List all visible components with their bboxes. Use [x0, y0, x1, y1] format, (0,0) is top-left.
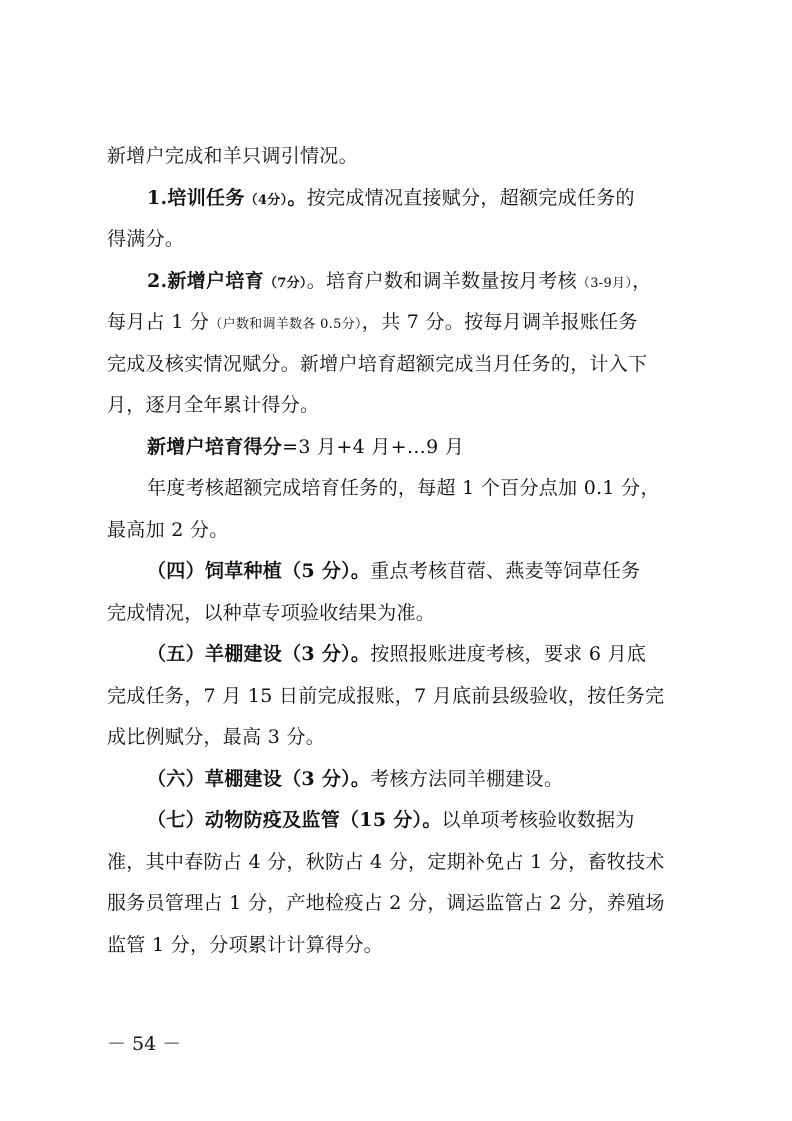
paragraph-line [107, 593, 697, 635]
paragraph-line [107, 676, 697, 718]
text: 完成情况，以种草专项验收结果为准。 [107, 601, 436, 624]
paragraph-line [107, 178, 697, 220]
text: 按完成情况直接赋分，超额完成任务的 [306, 186, 635, 209]
score-note: （4分） [244, 192, 288, 208]
paragraph-line [107, 302, 697, 344]
score-note: （7分） [263, 275, 307, 291]
paragraph-line [107, 427, 697, 469]
section-title: 2.新增户培育 [147, 269, 264, 292]
paragraph-line [107, 883, 697, 925]
paragraph-line [107, 510, 697, 552]
section-title: 1.培训任务 [147, 186, 245, 209]
formula-title: 新增户培育得分 [147, 435, 283, 458]
paragraph-line [107, 842, 697, 884]
paragraph-line [107, 800, 697, 842]
paragraph-line [107, 717, 697, 759]
paragraph-line [107, 261, 697, 303]
paragraph-line [107, 385, 697, 427]
text: 以单项考核验收数据为 [441, 809, 635, 831]
paragraph-line [107, 759, 697, 801]
text: 按照报账进度考核，要求 6 月底 [370, 643, 647, 665]
page-number: － 54 － [107, 1033, 182, 1055]
document-body [107, 136, 697, 966]
text: 准，其中春防占 4 分，秋防占 4 分，定期补免占 1 分，畜牧技术 [107, 850, 665, 873]
text: ， [632, 269, 652, 292]
section-title: （六）草棚建设（3 分）。 [147, 767, 371, 790]
text: 最高加 2 分。 [107, 518, 229, 541]
small-note: （户数和调羊数各 0.5分） [209, 317, 362, 332]
paragraph-line [107, 344, 697, 386]
text: 重点考核苜蓿、燕麦等饲草任务 [370, 560, 641, 582]
paragraph-line [107, 925, 697, 967]
paragraph-line [107, 219, 697, 261]
paragraph-line [107, 136, 697, 178]
section-title: （七）动物防疫及监管（15 分）。 [147, 809, 442, 831]
text: 得满分。 [107, 228, 185, 250]
text: 新增户完成和羊只调引情况。 [107, 145, 358, 167]
text: 每月占 1 分 [107, 311, 210, 333]
text: 服务员管理占 1 分，产地检疫占 2 分，调运监管占 2 分，养殖场 [107, 892, 665, 914]
small-note: （3-9月） [576, 275, 633, 291]
text: ，共 7 分。按每月调羊报账任务 [361, 311, 638, 333]
text: 。培育户数和调羊数量按月考核 [306, 269, 577, 292]
paragraph-line [107, 634, 697, 676]
paragraph-line [107, 551, 697, 593]
text: 月，逐月全年累计得分。 [107, 394, 320, 416]
section-title: （四）饲草种植（5 分）。 [147, 560, 371, 582]
text: 年度考核超额完成培育任务的，每超 1 个百分点加 0.1 分， [147, 477, 660, 499]
text: 完成及核实情况赋分。新增户培育超额完成当月任务的，计入下 [107, 352, 648, 375]
section-title: （五）羊棚建设（3 分）。 [147, 643, 371, 665]
paragraph-line [107, 468, 697, 510]
formula: =3 月+4 月+…9 月 [282, 435, 465, 458]
text: 成比例赋分，最高 3 分。 [107, 726, 326, 748]
text: 监管 1 分，分项累计计算得分。 [107, 933, 383, 956]
text: 考核方法同羊棚建设。 [370, 767, 564, 790]
punct: 。 [287, 186, 307, 209]
text: 完成任务，7 月 15 日前完成报账，7 月底前县级验收，按任务完 [107, 684, 665, 707]
